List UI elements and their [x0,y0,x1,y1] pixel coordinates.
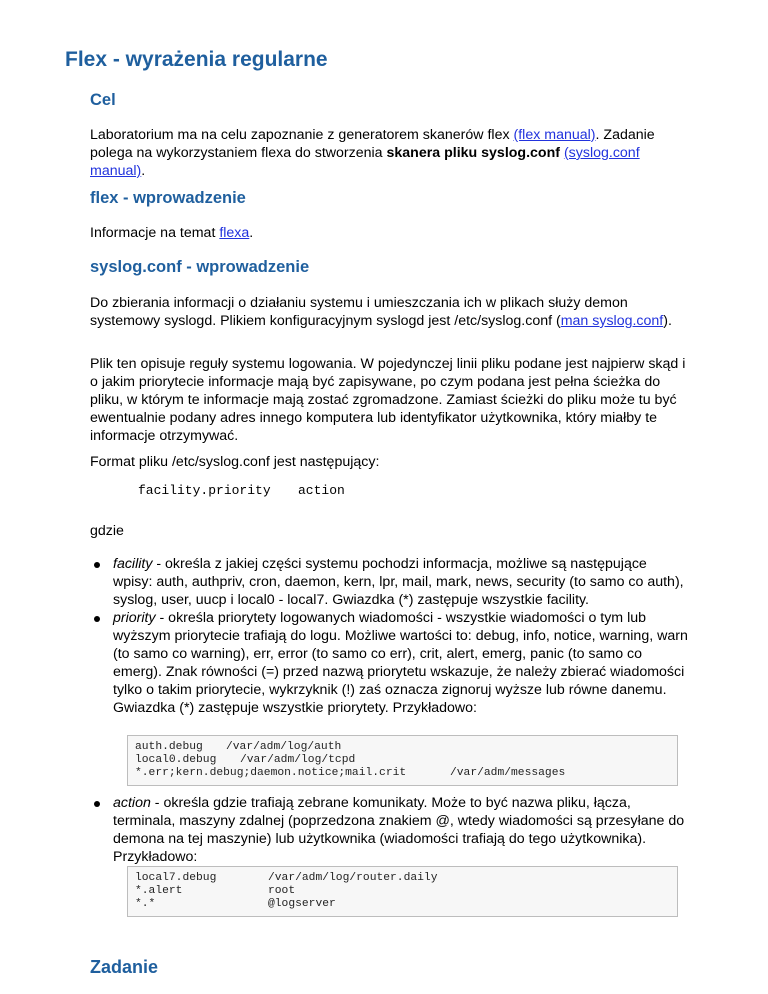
flexa-link[interactable]: flexa [219,225,250,241]
code-action: /var/adm/log/router.daily [268,872,438,884]
code-action: /var/adm/messages [450,767,566,779]
priority-term: priority [113,610,156,626]
flex-manual-link[interactable]: (flex manual) [513,127,596,143]
format-right: action [298,483,345,498]
bullet-icon [94,616,100,622]
code-selector: *.alert [135,885,183,897]
code-action: root [268,885,296,897]
code-line [135,754,670,767]
code-line [135,767,670,780]
man-syslog-link[interactable]: man syslog.conf [560,313,664,329]
syslog-manual-link[interactable]: (syslog.conf manual) [90,145,640,179]
syslog-p1-text: Do zbierania informacji o działaniu systemu i umieszczania ich w plikach służy demon systemowy syslogd. Plikiem konfiguracyjnym syslogd jest /etc/syslog.conf ( [90,295,628,329]
gdzie-text: gdzie [90,523,124,539]
heading-cel: Cel [90,91,116,109]
definition-list [90,555,690,717]
flex-text-1: Informacje na temat [90,225,220,241]
bullet-icon [94,801,100,807]
code-selector: local0.debug [135,754,217,766]
cel-text-1: Laboratorium ma na celu zapoznanie z generatorem skanerów flex [90,127,514,143]
heading-syslog: syslog.conf - wprowadzenie [90,258,310,276]
code-example-priority [127,735,678,786]
cel-paragraph [90,126,690,180]
code-selector: *.err;kern.debug;daemon.notice;mail.crit [135,767,407,779]
code-selector: local7.debug [135,872,217,884]
code-line [135,898,670,911]
bullet-icon [94,562,100,568]
cel-bold-text: skanera pliku syslog.conf [386,145,560,161]
code-line [135,741,670,754]
syslog-paragraph-2: Plik ten opisuje reguły systemu logowania. W pojedynczej linii pliku podane jest najpierw skąd i o jakim priorytecie informacje mają być zapisywane, po czym podana jest pełna ścieżka do pliku, w którym te informacje mają zostać zgromadzone. Zamiast ścieżki do pliku może tu być ewentualnie podany adres innego komputera lub identyfikator użytkownika, który miałby te informacje otrzymywać. [90,356,686,444]
heading-flex: flex - wprowadzenie [90,189,246,207]
code-selector: auth.debug [135,741,203,753]
format-line [138,483,345,498]
cel-text-3: . [141,163,146,179]
flex-text-2: . [249,225,254,241]
code-action: @logserver [268,898,336,910]
list-item-facility [90,555,690,609]
heading-zadanie: Zadanie [90,957,159,977]
syslog-paragraph-3: Format pliku /etc/syslog.conf jest następujący: [90,454,380,470]
facility-term: facility [113,556,153,572]
syslog-p1-end: ). [663,313,672,329]
cel-text-2: . Zadanie polega na wykorzystaniem flexa do stworzenia [90,127,655,161]
code-selector: *.* [135,898,156,910]
code-action: /var/adm/log/tcpd [240,754,356,766]
page-title: Flex - wyrażenia regularne [65,48,328,71]
flex-paragraph [90,224,690,242]
code-line [135,885,670,898]
code-line [135,872,670,885]
facility-description: - określa z jakiej części systemu pochodzi informacja, możliwe są następujące wpisy: auth, authpriv, cron, daemon, kern, lpr, mail, mark, news, security (to samo co auth), syslog, user, uucp i local0 - local7. Gwiazdka (*) zastępuje wszystkie facility. [113,556,684,608]
list-item-action [90,794,690,866]
format-left: facility.priority [138,483,271,498]
list-item-priority [90,609,690,717]
priority-description: - określa priorytety logowanych wiadomości - wszystkie wiadomości o tym lub wyższym priorytecie trafiają do logu. Możliwe wartości to: debug, info, notice, warning, warn (to samo co warning), err, error (to samo co err), crit, alert, emerg, panic (to samo co emerg). Znak równości (=) przed nazwą priorytetu wskazuje, że należy zbierać wiadomości tylko o takim priorytecie, wykrzyknik (!) zaś oznacza zignoruj wyższe lub równe danemu. Gwiazdka (*) zastępuje wszystkie priorytety. Przykładowo: [113,610,688,716]
syslog-paragraph-1 [90,294,690,330]
action-description: - określa gdzie trafiają zebrane komunikaty. Może to być nazwa pliku, łącza, terminala, maszyny zdalnej (poprzedzona znakiem @, wtedy wiadomości są przesyłane do demona na tej maszynie) lub użytkownika (wiadomości trafiają do tego użytkownika). Przykładowo: [113,795,685,865]
code-example-action [127,866,678,917]
definition-list-2 [90,794,690,866]
code-action: /var/adm/log/auth [226,741,342,753]
action-term: action [113,795,151,811]
